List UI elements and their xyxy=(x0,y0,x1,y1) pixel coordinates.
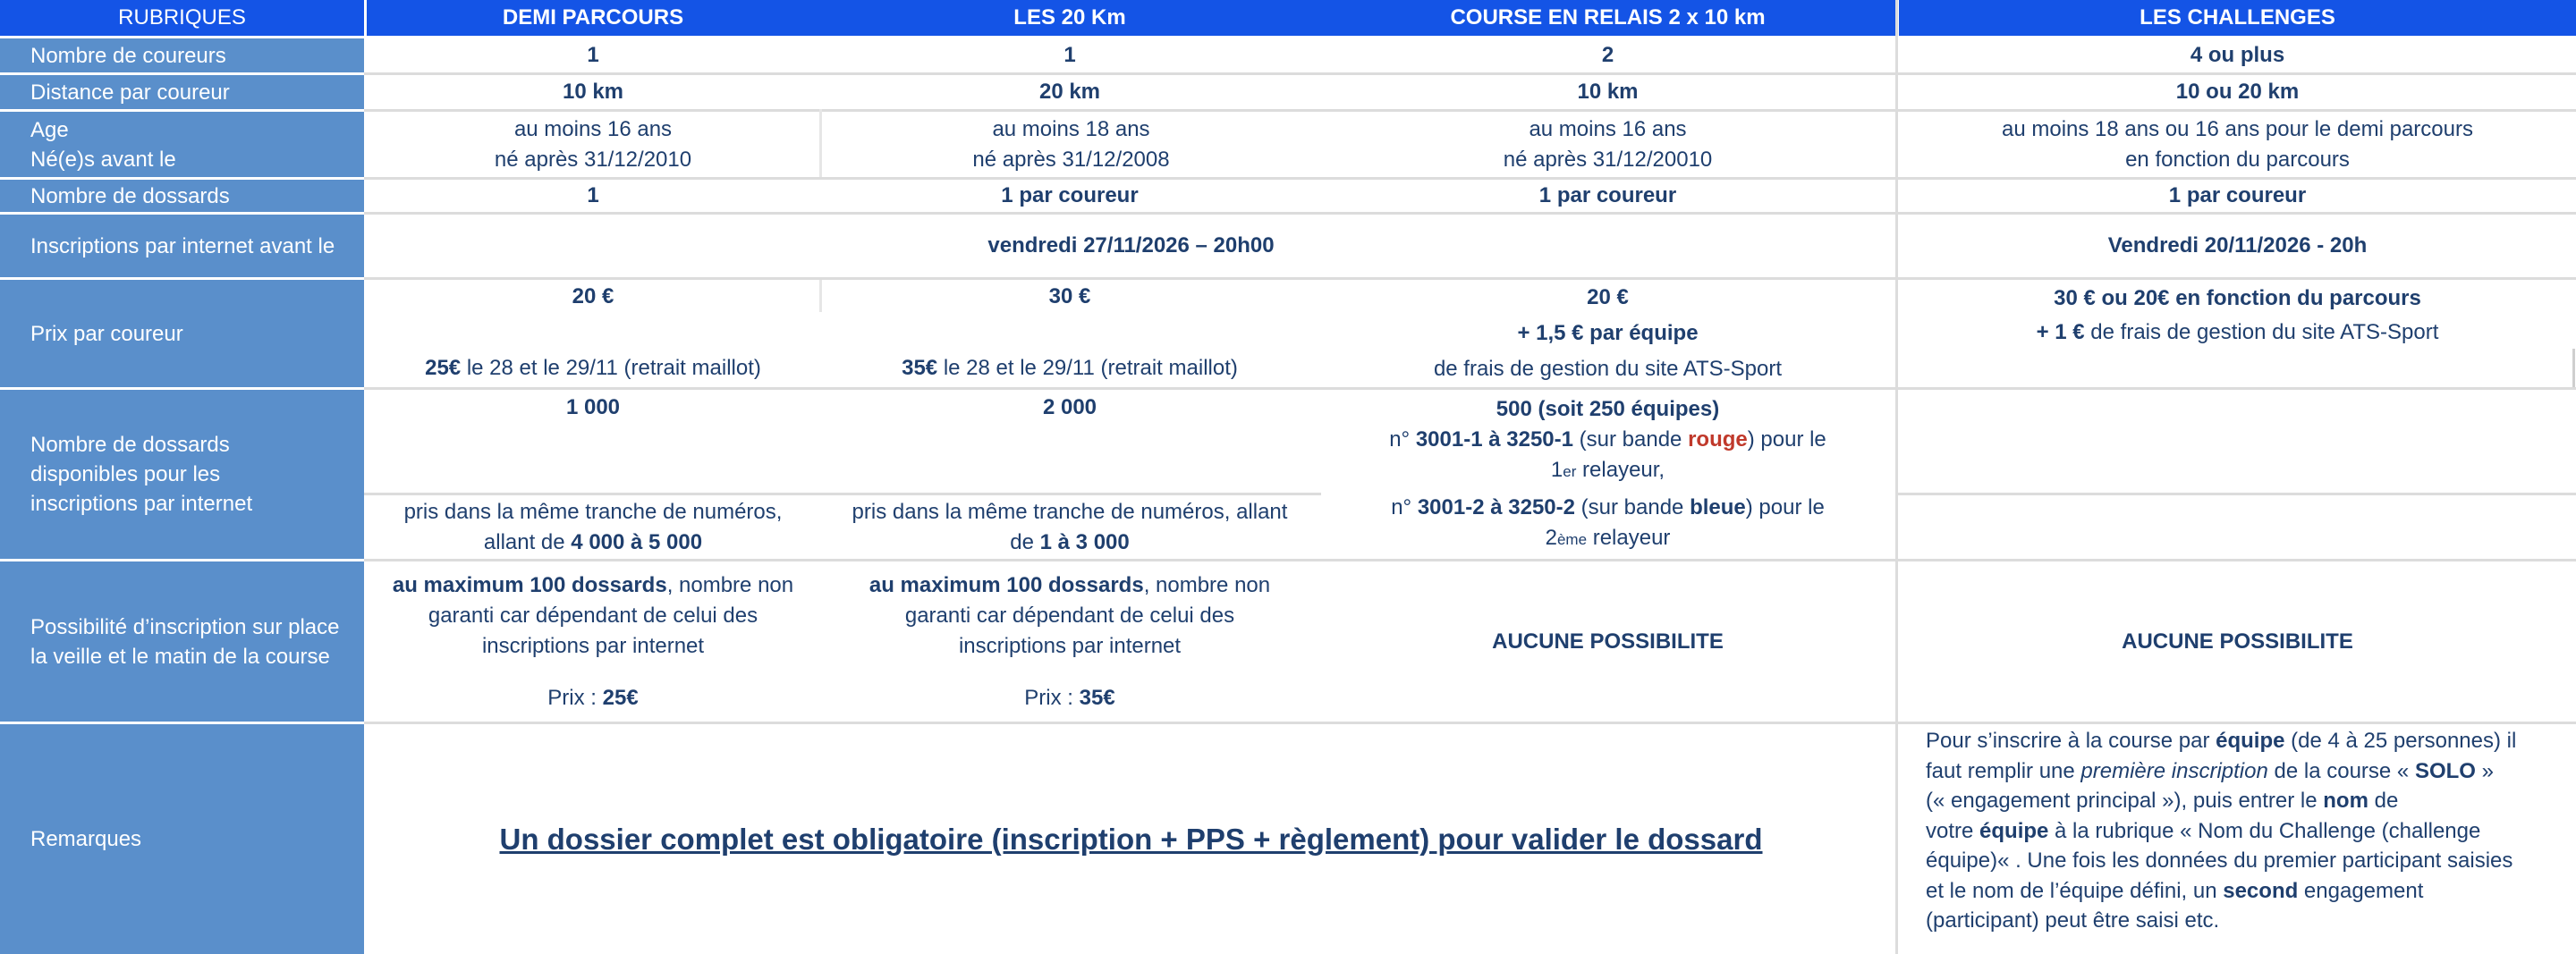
surplace-demi-prix-value: 25€ xyxy=(602,685,639,710)
age-demi xyxy=(367,112,819,177)
surplace-demi-rest2: garanti car dépendant de celui des xyxy=(428,603,758,628)
dispo-relais-l3 xyxy=(1551,455,1665,487)
remarques-ch-l5 xyxy=(1926,846,2512,876)
remarques-ch-l1-post: (de 4 à 25 personnes) il xyxy=(2284,729,2517,753)
prix-20km-late-line xyxy=(902,353,1238,384)
label-nes-text: Né(e)s avant le xyxy=(30,147,176,172)
header-demi-text: DEMI PARCOURS xyxy=(502,5,684,30)
remarques-challenges xyxy=(1899,724,2576,954)
dispo-relais xyxy=(1320,390,1895,559)
coureurs-relais-text: 2 xyxy=(1601,43,1614,67)
remarques-ch-l1-pre: Pour s’inscrire à la course par xyxy=(1926,729,2216,753)
surplace-demi-l1 xyxy=(393,570,793,601)
dispo-20km-range xyxy=(819,495,1320,559)
dispo-relais-l2-range: 3001-1 à 3250-1 xyxy=(1415,426,1573,452)
remarques-ch-l3 xyxy=(1926,786,2398,816)
remarques-ch-l6-pre: et le nom de l’équipe défini, un xyxy=(1926,878,2224,903)
dispo-relais-l5-post: relayeur xyxy=(1587,525,1671,550)
prix-relais-equipe: + 1,5 € par équipe xyxy=(1517,321,1699,345)
remarques-ch-l6-post: engagement xyxy=(2298,878,2424,903)
prix-20km-late xyxy=(819,351,1320,385)
remarques-ch-l5-text: équipe)« . Une fois les données du premier participant saisies xyxy=(1926,848,2513,873)
distance-demi-text: 10 km xyxy=(562,80,624,104)
age-20km-min: au moins 18 ans xyxy=(992,116,1150,141)
label-dossards xyxy=(0,180,364,212)
dossards-demi xyxy=(367,180,819,212)
dispo-relais-l4-color: bleue xyxy=(1690,494,1746,519)
dispo-relais-l3-num: 1 xyxy=(1550,457,1563,482)
label-age-text: Age xyxy=(30,117,69,142)
distance-challenges-text: 10 ou 20 km xyxy=(2175,80,2300,104)
age-20km xyxy=(822,112,1320,177)
dossards-20km-text: 1 par coureur xyxy=(1001,183,1139,207)
prix-demi-late-line xyxy=(425,353,761,384)
coureurs-demi-text: 1 xyxy=(587,43,599,67)
label-dossards-text: Nombre de dossards xyxy=(30,183,230,208)
dispo-demi-range-l1: pris dans la même tranche de numéros, xyxy=(403,499,783,524)
age-challenges-note: en fonction du parcours xyxy=(2125,147,2350,172)
header-relais xyxy=(1320,0,1895,36)
dossards-relais xyxy=(1320,180,1895,212)
header-challenges-text: LES CHALLENGES xyxy=(2140,5,2335,30)
surplace-20km-prix-value: 35€ xyxy=(1079,685,1115,710)
dispo-relais-count: 500 (soit 250 équipes) xyxy=(1496,396,1720,421)
surplace-demi-prix xyxy=(547,683,638,713)
surplace-20km xyxy=(819,561,1320,722)
remarques-ch-l6 xyxy=(1926,876,2423,907)
remarques-ch-l4-post: à la rubrique « Nom du Challenge (challenge xyxy=(2048,818,2481,843)
prix-demi-late-amount: 25€ xyxy=(425,356,462,380)
coureurs-challenges-text: 4 ou plus xyxy=(2190,43,2285,67)
label-disponibles-text: Nombre de dossards disponibles pour les inscriptions par internet xyxy=(30,433,253,516)
surplace-20km-rest2: garanti car dépendant de celui des xyxy=(904,603,1235,628)
label-distance-text: Distance par coureur xyxy=(30,80,230,105)
header-20km-text: LES 20 Km xyxy=(1013,5,1126,30)
surplace-20km-l1 xyxy=(869,570,1270,601)
inscriptions-date-text: vendredi 27/11/2026 – 20h00 xyxy=(987,233,1275,257)
age-demi-min: au moins 16 ans xyxy=(513,116,673,141)
header-rubriques xyxy=(0,0,364,36)
dispo-relais-l5-sup: ème xyxy=(1556,530,1588,548)
dispo-relais-l2-mid: (sur bande xyxy=(1572,426,1689,452)
coureurs-20km xyxy=(819,38,1320,72)
distance-20km-text: 20 km xyxy=(1038,80,1101,104)
surplace-demi-max: au maximum 100 dossards xyxy=(392,572,667,597)
remarques-ch-l2-b: SOLO xyxy=(2414,758,2476,783)
distance-challenges xyxy=(1899,75,2576,109)
prix-20km-base-text: 30 € xyxy=(1048,284,1091,308)
distance-20km xyxy=(819,75,1320,109)
dispo-demi-range xyxy=(367,495,819,559)
remarques-ch-l7-text: (participant) peut être saisi etc. xyxy=(1926,908,2220,933)
coureurs-20km-text: 1 xyxy=(1063,43,1076,67)
label-disponibles xyxy=(0,390,364,559)
remarques-ch-l2-i: première inscription xyxy=(2080,758,2268,783)
dispo-relais-l4-pre: n° xyxy=(1391,494,1418,519)
dispo-relais-l2 xyxy=(1389,425,1826,455)
prix-challenges xyxy=(1899,280,2576,351)
remarques-ch-l2 xyxy=(1926,756,2494,787)
prix-challenges-frais-text: de frais de gestion du site ATS-Sport xyxy=(2084,320,2439,344)
surplace-demi-prix-label: Prix : xyxy=(547,685,603,710)
prix-relais-base: 20 € xyxy=(1587,285,1629,309)
remarques-ch-l4-b: équipe xyxy=(1979,818,2049,843)
surplace-20km-max: au maximum 100 dossards xyxy=(869,572,1144,597)
dispo-20km-range-l2 xyxy=(1010,528,1129,558)
inscriptions-challenges xyxy=(1899,215,2576,277)
dispo-20km-count xyxy=(819,390,1320,426)
remarques-main xyxy=(367,724,1895,954)
dispo-20km-range-values: 1 à 3 000 xyxy=(1039,529,1130,554)
prix-20km-base xyxy=(819,280,1320,314)
prix-20km-late-amount: 35€ xyxy=(902,356,938,380)
remarques-ch-l4 xyxy=(1926,816,2480,847)
age-challenges xyxy=(1899,112,2576,177)
prix-demi-base-text: 20 € xyxy=(572,284,614,308)
label-coureurs xyxy=(0,38,364,72)
inscriptions-date xyxy=(367,215,1895,277)
remarques-ch-l7 xyxy=(1926,906,2219,936)
label-prix-text: Prix par coureur xyxy=(30,321,183,346)
age-demi-date: né après 31/12/2010 xyxy=(494,147,692,172)
prix-challenges-frais xyxy=(2037,316,2439,350)
surplace-demi-rest1: , nombre non xyxy=(666,572,794,597)
header-relais-text: COURSE EN RELAIS 2 x 10 km xyxy=(1450,5,1766,30)
coureurs-demi xyxy=(367,38,819,72)
col-divider xyxy=(2572,349,2575,387)
distance-demi xyxy=(367,75,819,109)
dispo-relais-l2-pre: n° xyxy=(1389,426,1416,452)
surplace-20km-rest1: , nombre non xyxy=(1143,572,1271,597)
remarques-ch-l2-post: de la course « xyxy=(2267,758,2415,783)
dispo-demi-range-values: 4 000 à 5 000 xyxy=(571,529,703,554)
header-demi xyxy=(367,0,819,36)
surplace-challenges xyxy=(1899,561,2576,722)
surplace-challenges-text: AUCUNE POSSIBILITE xyxy=(2122,629,2353,654)
dispo-20km-range-l1: pris dans la même tranche de numéros, allant xyxy=(852,499,1288,524)
surplace-20km-prix xyxy=(1024,683,1114,713)
prix-relais-frais: de frais de gestion du site ATS-Sport xyxy=(1433,357,1783,381)
label-prix xyxy=(0,280,364,387)
label-inscriptions-text: Inscriptions par internet avant le xyxy=(30,233,335,258)
dispo-relais-l4-mid: (sur bande xyxy=(1574,494,1690,519)
surplace-20km-prix-label: Prix : xyxy=(1024,685,1080,710)
remarques-ch-l3-pre: (« engagement principal »), puis entrer le xyxy=(1926,789,2324,813)
label-inscriptions xyxy=(0,215,364,277)
remarques-ch-l2-end: » xyxy=(2475,758,2494,783)
inscriptions-challenges-text: Vendredi 20/11/2026 - 20h xyxy=(2107,233,2368,257)
remarques-ch-l1-b: équipe xyxy=(2216,729,2285,753)
remarques-main-text: Un dossier complet est obligatoire (inscription + PPS + règlement) pour valider le dossard xyxy=(499,822,1763,856)
header-challenges xyxy=(1899,0,2576,36)
remarques-ch-l4-pre: votre xyxy=(1926,818,1980,843)
dispo-relais-l2-post: ) pour le xyxy=(1747,426,1826,452)
dispo-demi-count xyxy=(367,390,819,426)
surplace-relais xyxy=(1320,561,1895,722)
age-challenges-min: au moins 18 ans ou 16 ans pour le demi parcours xyxy=(2002,116,2473,141)
prix-challenges-frais-amount: + 1 € xyxy=(2036,320,2085,344)
dispo-demi-count-text: 1 000 xyxy=(565,395,621,419)
distance-relais-text: 10 km xyxy=(1577,80,1639,104)
dispo-relais-l2-color: rouge xyxy=(1688,426,1748,452)
surplace-relais-text: AUCUNE POSSIBILITE xyxy=(1492,629,1724,654)
prix-demi-late xyxy=(367,351,819,385)
prix-relais xyxy=(1320,280,1895,387)
age-relais-min: au moins 16 ans xyxy=(1529,116,1687,141)
surplace-demi xyxy=(367,561,819,722)
remarques-ch-l3-b: nom xyxy=(2323,789,2368,813)
dispo-relais-l4-post: ) pour le xyxy=(1745,494,1825,519)
dossards-demi-text: 1 xyxy=(587,183,599,207)
prix-demi-late-text: le 28 et le 29/11 (retrait maillot) xyxy=(461,356,761,380)
col-divider xyxy=(1895,0,1898,954)
dispo-demi-range-pre: allant de xyxy=(483,529,572,554)
dispo-relais-l4-range: 3001-2 à 3250-2 xyxy=(1417,494,1575,519)
prix-demi-base xyxy=(367,280,819,314)
remarques-ch-l1 xyxy=(1926,726,2516,756)
dispo-relais-l3-post: relayeur, xyxy=(1576,457,1665,482)
header-rubriques-text: RUBRIQUES xyxy=(118,5,246,30)
dossards-relais-text: 1 par coureur xyxy=(1538,183,1677,207)
age-relais-date: né après 31/12/20010 xyxy=(1503,147,1713,172)
age-20km-date: né après 31/12/2008 xyxy=(972,147,1170,172)
dossards-20km xyxy=(819,180,1320,212)
label-surplace-text: Possibilité d’inscription sur place la veille et le matin de la course xyxy=(30,614,340,669)
dispo-relais-l5 xyxy=(1546,523,1671,555)
remarques-ch-l6-b: second xyxy=(2223,878,2299,903)
dispo-relais-l4 xyxy=(1391,493,1825,523)
row-divider xyxy=(1896,493,2576,495)
dispo-relais-l5-num: 2 xyxy=(1545,525,1557,550)
label-surplace xyxy=(0,561,364,722)
label-remarques xyxy=(0,724,364,954)
dispo-demi-range-l2 xyxy=(484,528,702,558)
dispo-20km-range-pre: de xyxy=(1010,529,1040,554)
remarques-ch-l2-pre: faut remplir une xyxy=(1926,758,2081,783)
label-remarques-text: Remarques xyxy=(30,827,142,851)
label-coureurs-text: Nombre de coureurs xyxy=(30,43,226,68)
prix-challenges-base: 30 € ou 20€ en fonction du parcours xyxy=(2054,286,2421,310)
dispo-20km-count-text: 2 000 xyxy=(1042,395,1097,419)
age-relais xyxy=(1320,112,1895,177)
distance-relais xyxy=(1320,75,1895,109)
header-20km xyxy=(819,0,1320,36)
prix-20km-late-text: le 28 et le 29/11 (retrait maillot) xyxy=(937,356,1238,380)
dossards-challenges-text: 1 par coureur xyxy=(2168,183,2307,207)
coureurs-challenges xyxy=(1899,38,2576,72)
label-age xyxy=(0,112,364,177)
dispo-relais-l3-sup: er xyxy=(1563,462,1577,480)
surplace-demi-rest3: inscriptions par internet xyxy=(481,633,705,658)
surplace-20km-rest3: inscriptions par internet xyxy=(958,633,1182,658)
coureurs-relais xyxy=(1320,38,1895,72)
label-distance xyxy=(0,75,364,109)
remarques-ch-l3-post: de xyxy=(2368,789,2399,813)
dossards-challenges xyxy=(1899,180,2576,212)
